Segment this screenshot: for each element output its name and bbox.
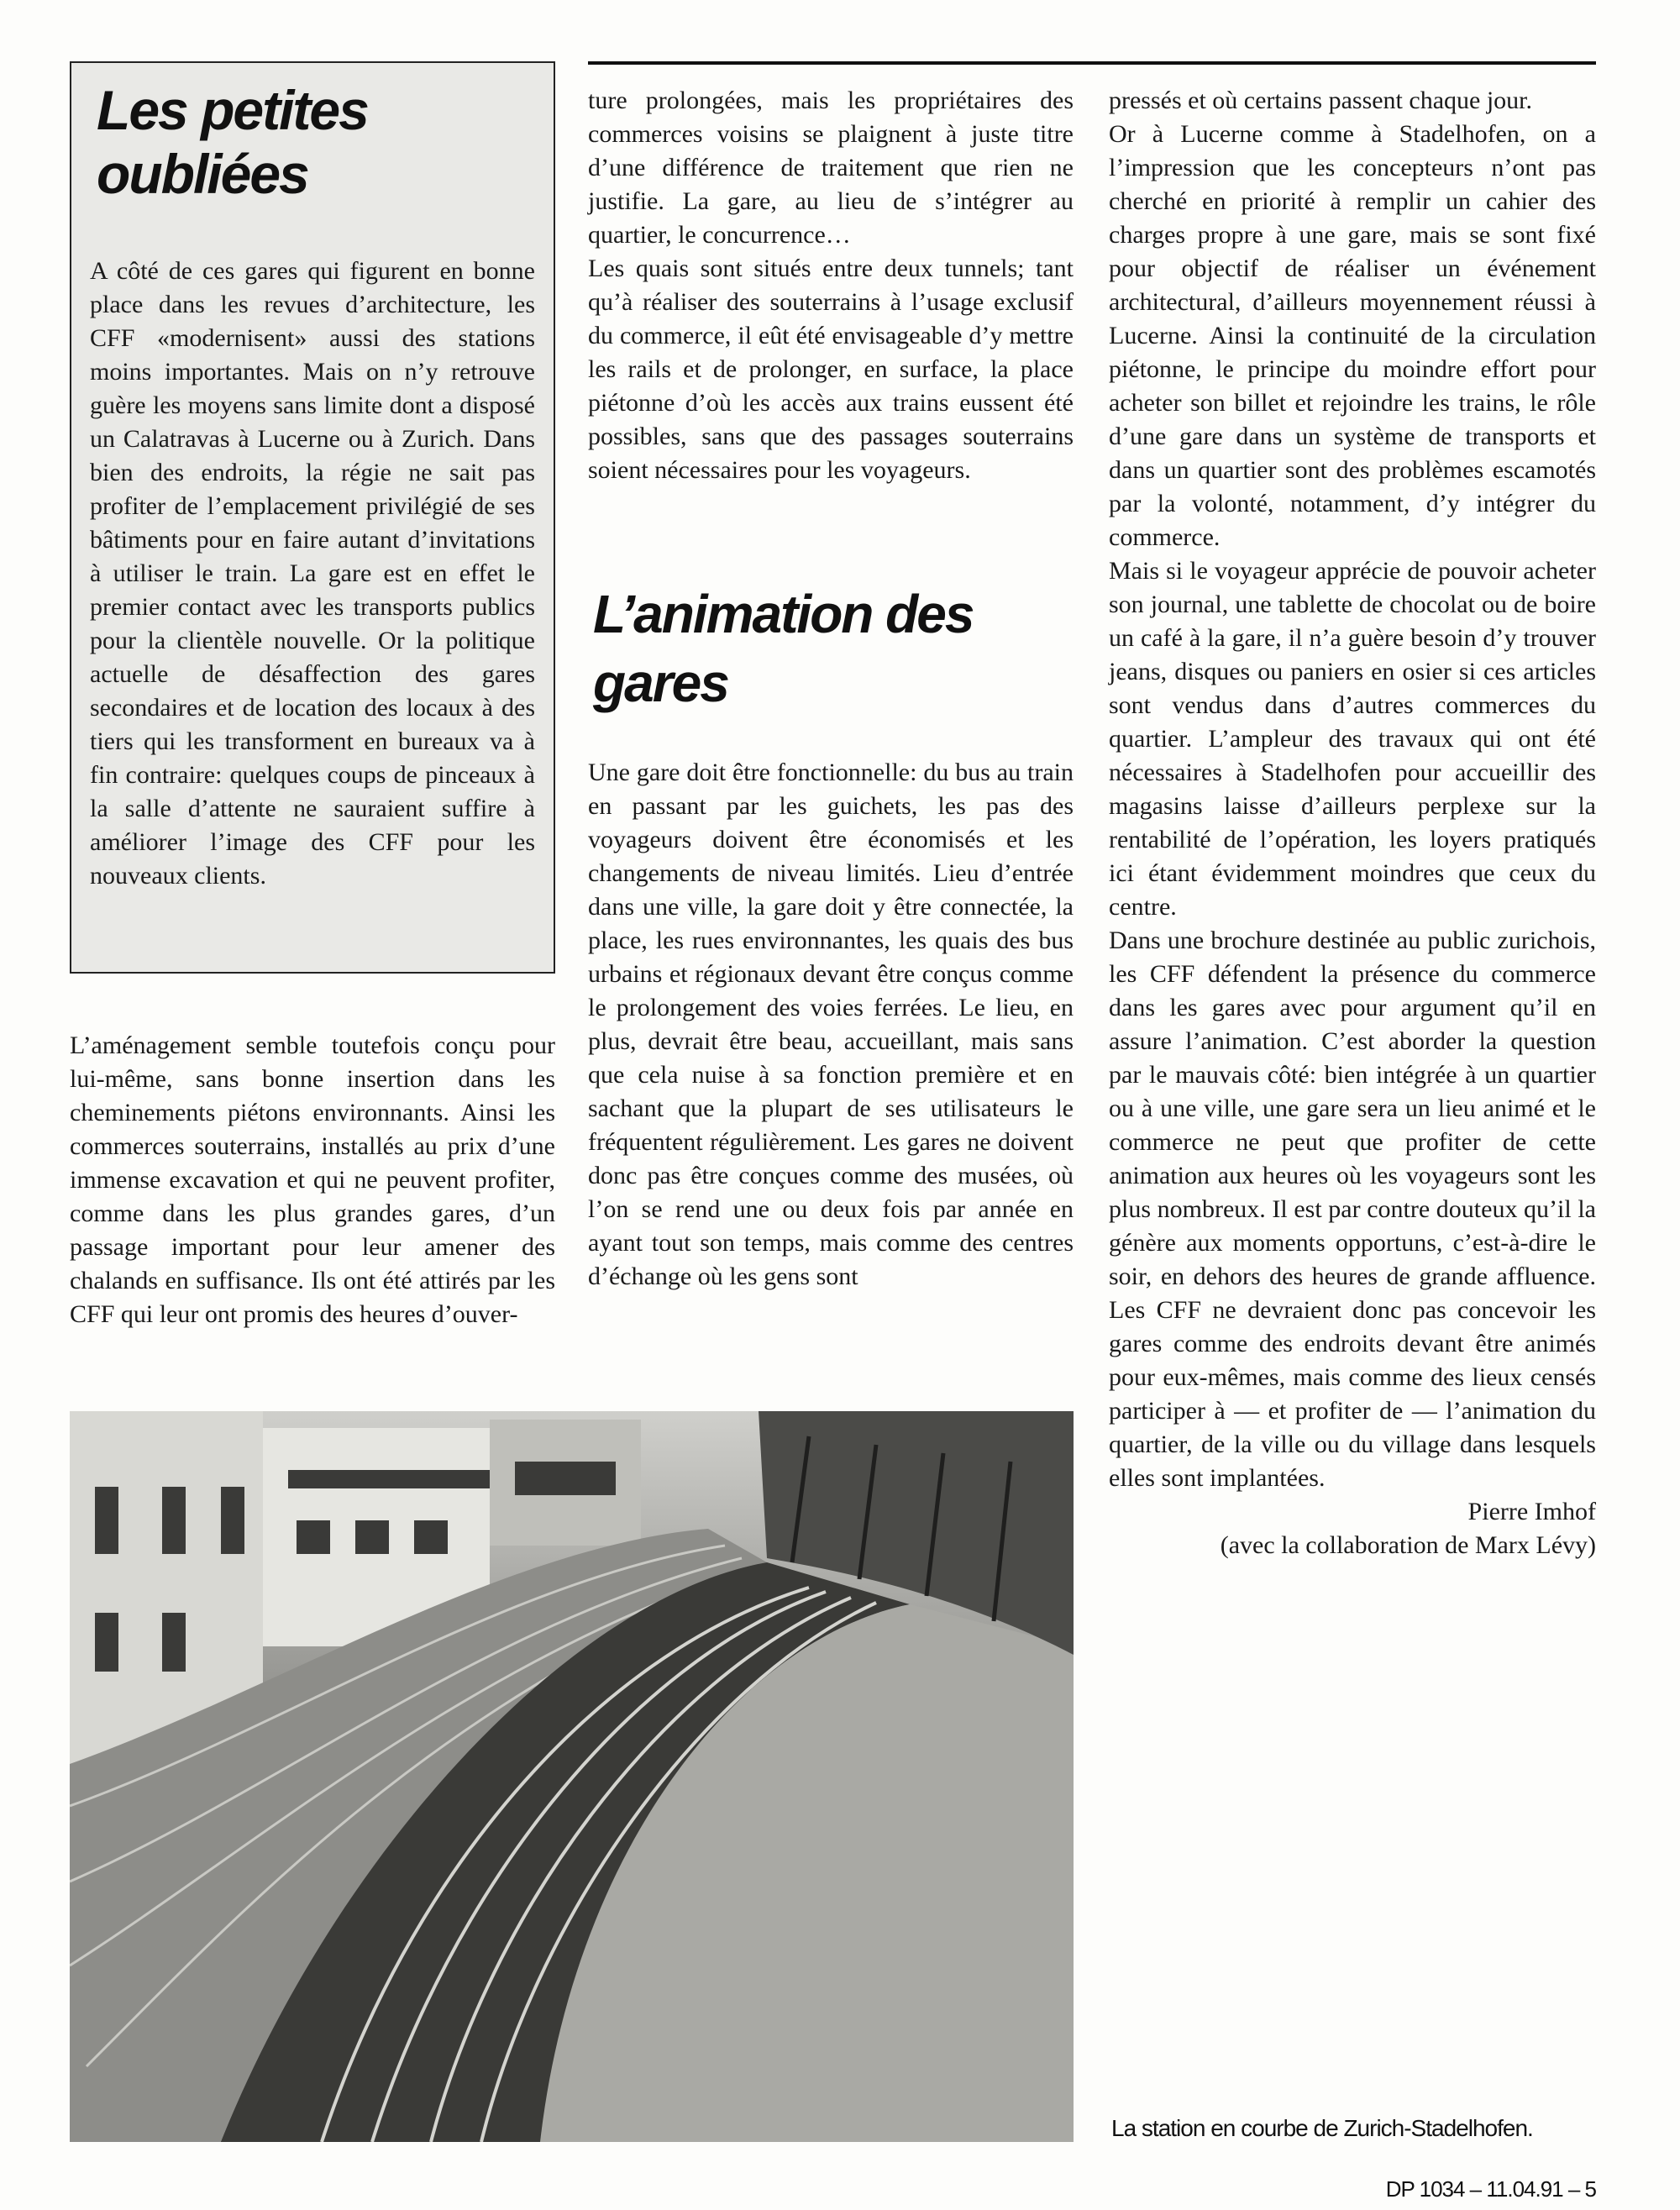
column-2-paragraph-3: Une gare doit être fonctionnelle: du bus au train en passant par les guichets, les pas des voyageurs doivent être économisés et les changements de niveau limités. Lieu d’entrée dans une ville, la gare doit y être connectée, la place, les rues environnantes, les quais des bus urbains et régionaux devant être conçus comme le prolongement des voies ferrées. Le lieu, en plus, devrait être beau, accueillant, mais sans que cela nuise à sa fonction première et en sachant que la plupart de ses utilisateurs le fréquentent régulièrement. Les gares ne doivent donc pas être conçues comme des musées, où l’on se rend une ou deux fois par année en ayant tout son temps, mais comme des centres d’échange où les gens sont — [588, 759, 1074, 1290]
page-folio: DP 1034 – 11.04.91 – 5 — [1385, 2176, 1596, 2202]
sidebar-box — [70, 61, 555, 974]
column-1-paragraph: L’aménagement semble toutefois conçu pour lui-même, sans bonne insertion dans les cheminements piétons environnants. Ainsi les commerces souterrains, installés au prix d’une immense excavation et qui ne peuvent profiter, comme dans les plus grandes gares, d’un passage important pour leur amener des chalands en suffisance. Ils ont été attirés par les CFF qui leur ont promis des heures d’ouver- — [70, 1032, 555, 1328]
author-collaboration: (avec la collaboration de Marx Lévy) — [1220, 1531, 1596, 1559]
column-2-top — [588, 84, 1074, 487]
column-3 — [1109, 84, 1596, 1562]
column-2-paragraph-1: ture prolongées, mais les propriétaires des commerces voisins se plaignent à juste titre d’une différence de traitement que rien ne justifie. La gare, au lieu de s’intégrer au quartier, le concurrence… — [588, 87, 1074, 249]
station-photo-drawing — [70, 1411, 1074, 2142]
column-3-paragraph-2: Or à Lucerne comme à Stadelhofen, on a l’impression que les concepteurs n’ont pas cherché en priorité à remplir un cahier des charges propre à une gare, mais se sont fixé pour objectif de réaliser un événement architectural, d’ailleurs moyennement réussi à Lucerne. Ainsi la continuité de la circulation piétonne, le principe du moindre effort pour acheter son billet et rejoindre les trains, le rôle d’une gare dans un système de transports et dans un quartier sont des problèmes escamotés par la volonté, notamment, d’y intégrer du commerce. — [1109, 120, 1596, 551]
top-rule — [588, 61, 1596, 65]
column-3-paragraph-4: Dans une brochure destinée au public zurichois, les CFF défendent la présence du commerce dans les gares avec pour argument qu’il en assure l’animation. C’est aborder la question par le mauvais côté: bien intégrée à un quartier ou à une ville, une gare sera un lieu animé et le commerce ne peut que profiter de cette animation aux heures où les voyageurs sont les plus nombreux. Il est par contre douteux qu’il la génère aux moments opportuns, c’est-à-dire le soir, en dehors des heures de grande affluence. Les CFF ne devraient donc pas concevoir les gares comme des endroits devant être animés pour eux-mêmes, mais comme des lieux censés participer à — et profiter de — l’animation du quartier, de la ville ou du village dans lesquels elles sont implantées. — [1109, 927, 1596, 1492]
column-1-body — [70, 1029, 555, 1331]
column-3-paragraph-3: Mais si le voyageur apprécie de pouvoir acheter son journal, une tablette de chocolat ou de boire un café à la gare, il n’a guère besoin d’y trouver jeans, disques ou paniers en osier si ces articles sont vendus dans d’autres commerces du quartier. L’ampleur des travaux qui ont été nécessaires à Stadelhofen pour accueillir des magasins laisse d’ailleurs perplexe sur la rentabilité de l’opération, les loyers pratiqués ici étant évidemment moindres que ceux du centre. — [1109, 557, 1596, 921]
sidebar-body: A côté de ces gares qui figurent en bonne place dans les revues d’architecture, les CFF «modernisent» aussi des stations moins importantes. Mais on n’y retrouve guère les moyens sans limite dont a disposé un Calatravas à Lucerne ou à Zurich. Dans bien des endroits, la régie ne sait pas profiter de l’emplacement privilégié de ses bâtiments pour en faire autant d’invitations à utiliser le train. La gare est en effet le premier contact avec les transports publics pour la clientèle nouvelle. Or la politique actuelle de désaffection des gares secondaires et de location des locaux à des tiers qui les transforment en bureaux va à fin contraire: quelques coups de pinceaux à la salle d’attente ne sauraient suffire à améliorer l’image des CFF pour les nouveaux clients. — [90, 257, 535, 890]
column-3-paragraph-1: pressés et où certains passent chaque jour. — [1109, 87, 1533, 114]
author-name: Pierre Imhof — [1467, 1498, 1596, 1525]
sidebar-title: Les petites oubliées — [97, 79, 368, 205]
column-2-body — [588, 756, 1074, 1294]
station-photo — [70, 1411, 1074, 2142]
section-heading: L’animation des gares — [593, 584, 974, 713]
column-2-paragraph-2: Les quais sont situés entre deux tunnels; tant qu’à réaliser des souterrains à l’usage exclusif du commerce, il eût été envisageable d’y mettre les rails et de prolonger, en surface, la place piétonne d’où les accès aux trains eussent été possibles, sans que des passages souterrains soient nécessaires pour les voyageurs. — [588, 255, 1074, 484]
photo-caption: La station en courbe de Zurich-Stadelhofen. — [1111, 2115, 1533, 2141]
